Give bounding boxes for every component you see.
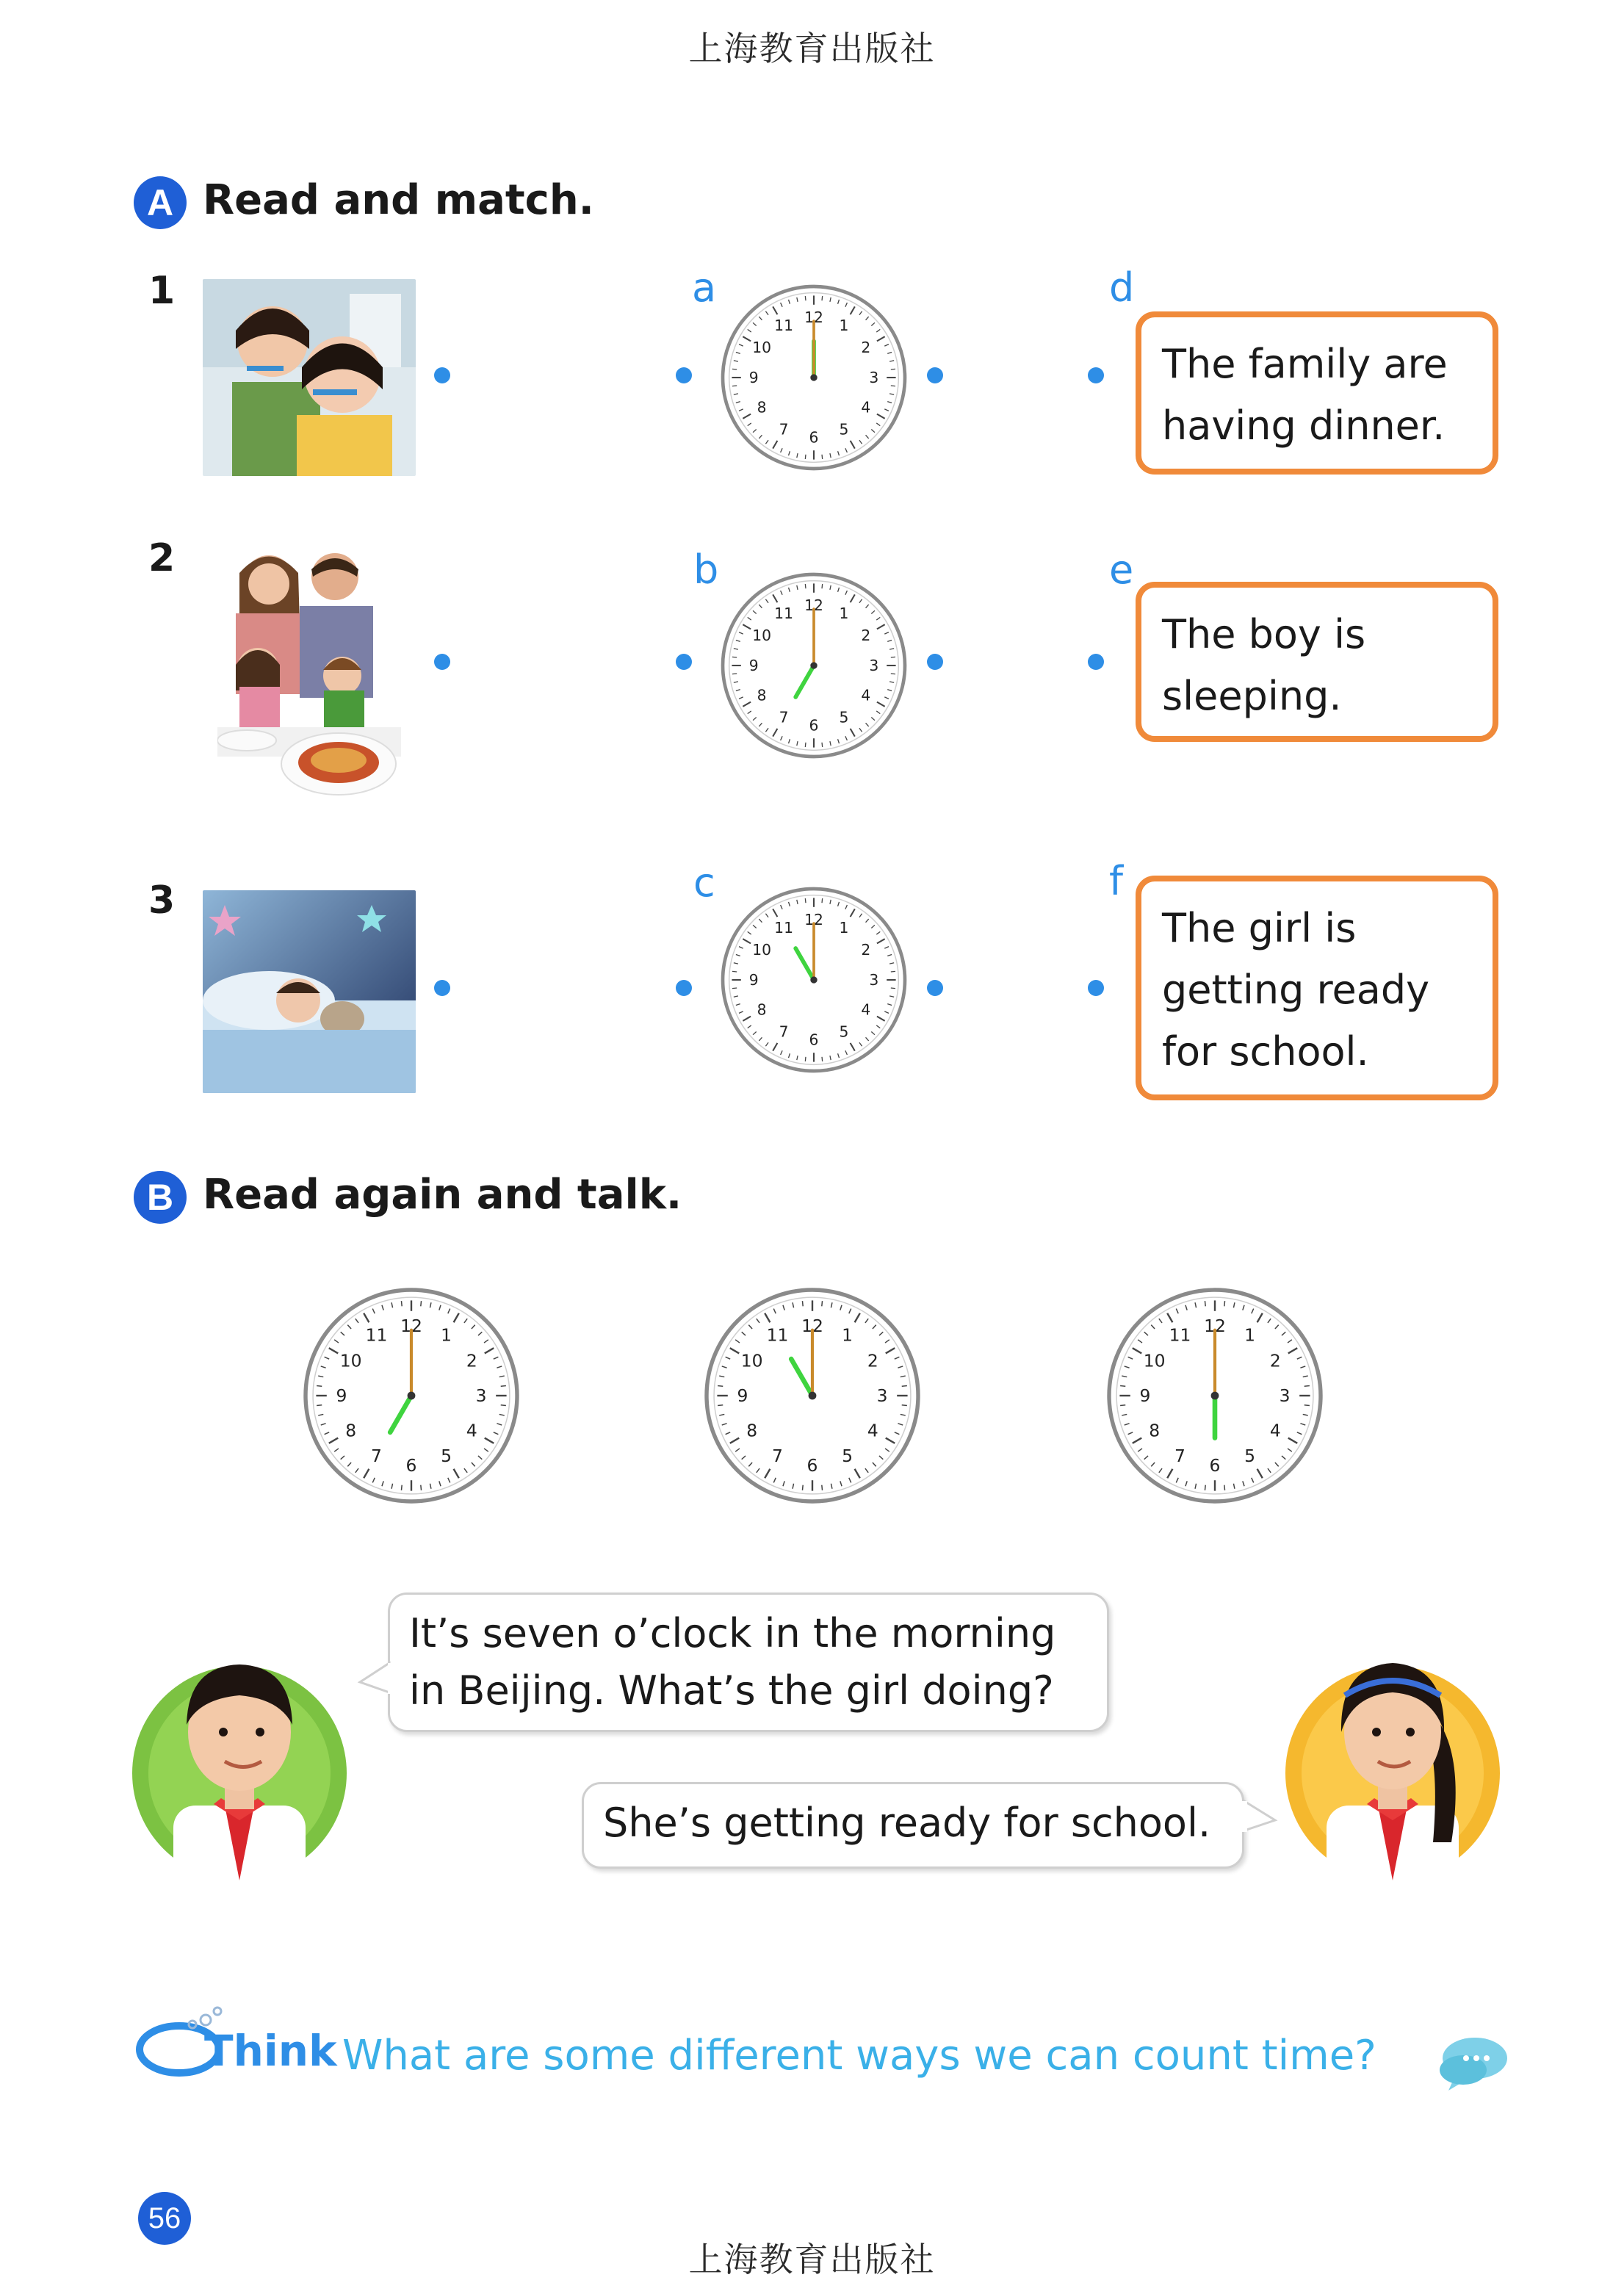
sentence-box-d [1136,311,1498,475]
section-a-title: Read and match. [203,176,594,224]
match-dot-clock-b-left[interactable] [676,654,692,670]
match-dot-clock-c-left[interactable] [676,980,692,996]
clock-number: 1 [441,1324,452,1346]
clock-number: 6 [809,716,819,735]
clock-face-c [718,884,909,1075]
clock-tick [1304,1385,1310,1386]
clock-number: 1 [839,604,849,622]
clock-tick [822,296,823,300]
sentence-letter-e: e [1109,547,1134,593]
clock-tick [822,455,823,459]
clock-tick [401,1485,402,1490]
clock-number: 6 [1209,1454,1221,1476]
clock-number: 5 [1244,1446,1255,1467]
clock-tick [501,1405,506,1406]
clock-number: 12 [804,596,823,614]
boy-line-2: in Beijing. What’s the girl doing? [409,1667,1054,1714]
clock-number: 5 [839,420,849,439]
clock-number: 12 [1204,1315,1226,1336]
clock-tick [1120,1385,1125,1386]
clock-number: 3 [869,368,879,386]
clock-number: 4 [1269,1420,1281,1441]
clock-tick [822,898,823,903]
clock-number: 10 [1143,1350,1166,1371]
clock-number: 2 [466,1350,477,1371]
chat-bubbles-icon [1434,2030,1515,2096]
clock-number: 8 [757,1000,767,1019]
clock-number: 10 [752,626,772,644]
clock-number: 9 [748,368,759,386]
clock-number: 4 [867,1420,878,1441]
section-b-badge: B [134,1171,187,1224]
page-number-badge: 56 [138,2192,191,2245]
family-dinner-photo [217,544,401,801]
clock-number: 1 [842,1324,853,1346]
clock-number: 9 [748,656,759,674]
clock-center-pin [809,1392,817,1400]
clock-number: 12 [804,910,823,928]
clock-tick [902,1385,907,1386]
clock-tick [805,743,806,747]
clock-face-a [718,282,909,473]
talk-clock-3 [1105,1285,1325,1506]
sentence-box-f [1136,876,1498,1100]
clock-number: 8 [345,1420,357,1441]
clock-number: 1 [839,316,849,334]
clock-tick [732,988,737,989]
sentence-f-line-1: The girl is [1162,905,1357,951]
boy-bubble-tail [357,1660,394,1697]
row-1-number: 1 [148,269,176,313]
clock-number: 3 [869,970,879,989]
clock-number: 5 [441,1446,452,1467]
clock-tick [401,1301,402,1306]
match-dot-sentence-d[interactable] [1088,367,1104,383]
clock-number: 10 [740,1350,763,1371]
clock-tick [317,1385,322,1386]
clock-tick [718,1405,723,1406]
publisher-header: 上海教育出版社 [688,29,936,68]
clock-tick [891,971,895,972]
match-dot-row2-photo[interactable] [434,654,450,670]
row-3-number: 3 [148,879,176,923]
clock-letter-a: a [692,264,717,311]
think-question: What are some different ways we can count time? [342,2032,1376,2080]
clock-tick [1304,1405,1310,1406]
clock-tick [732,971,737,972]
clock-number: 3 [876,1385,888,1406]
talk-clock-2 [702,1285,923,1506]
clock-number: 4 [466,1420,477,1441]
clock-number: 2 [867,1350,878,1371]
clock-center-pin [810,976,817,983]
match-dot-row3-photo[interactable] [434,980,450,996]
clock-number: 11 [365,1324,388,1346]
clock-tick [822,1301,823,1306]
sentence-box-e [1136,582,1498,742]
row-2-number: 2 [148,536,176,580]
clock-number: 4 [861,1000,871,1019]
clock-number: 7 [779,1022,789,1041]
clock-number: 8 [746,1420,758,1441]
clock-tick [1224,1485,1225,1490]
clock-number: 4 [861,686,871,704]
clock-number: 9 [737,1385,748,1406]
clock-number: 2 [861,626,871,644]
clock-tick [805,1057,806,1061]
boy-speech-bubble [388,1593,1109,1732]
clock-center-pin [1211,1392,1219,1400]
sentence-d-line-1: The family are [1162,341,1448,387]
clock-tick [805,898,806,903]
girl-brushing-teeth-photo [203,279,416,476]
clock-number: 7 [779,420,789,439]
clock-center-pin [810,374,817,380]
sentence-letter-d: d [1109,264,1135,311]
clock-number: 10 [752,940,772,959]
clock-tick [805,296,806,300]
clock-tick [501,1385,506,1386]
match-dot-row1-photo[interactable] [434,367,450,383]
clock-tick [317,1405,322,1406]
clock-center-pin [408,1392,416,1400]
match-dot-clock-a-left[interactable] [676,367,692,383]
talk-clock-1 [301,1285,522,1506]
clock-number: 11 [774,604,793,622]
clock-number: 7 [772,1446,783,1467]
clock-number: 11 [1169,1324,1191,1346]
boy-line-1: It’s seven o’clock in the morning [409,1610,1056,1656]
sentence-letter-f: f [1109,858,1124,904]
clock-number: 9 [1139,1385,1151,1406]
clock-number: 11 [774,316,793,334]
clock-tick [805,455,806,459]
sentence-e-line-2: sleeping. [1162,673,1342,719]
clock-number: 9 [336,1385,347,1406]
clock-number: 11 [766,1324,789,1346]
clock-number: 6 [809,428,819,447]
clock-number: 6 [809,1031,819,1049]
clock-tick [421,1485,422,1490]
clock-number: 8 [757,398,767,416]
match-dot-sentence-e[interactable] [1088,654,1104,670]
think-label: Think [204,2026,337,2076]
clock-tick [902,1405,907,1406]
clock-tick [1224,1301,1225,1306]
clock-number: 7 [779,708,789,726]
girl-line: She’s getting ready for school. [603,1800,1211,1846]
match-dot-sentence-f[interactable] [1088,980,1104,996]
clock-tick [421,1301,422,1306]
clock-number: 11 [774,918,793,937]
clock-tick [891,988,895,989]
girl-speech-bubble [582,1782,1244,1869]
clock-number: 1 [839,918,849,937]
clock-tick [805,584,806,588]
girl-bubble-tail [1241,1798,1278,1835]
clock-number: 9 [748,970,759,989]
clock-number: 2 [861,338,871,356]
clock-number: 2 [861,940,871,959]
clock-number: 7 [1174,1446,1185,1467]
clock-tick [1120,1405,1125,1406]
clock-tick [822,1485,823,1490]
clock-number: 6 [405,1454,417,1476]
section-b-title: Read again and talk. [203,1171,682,1219]
boy-avatar [129,1622,350,1880]
clock-number: 10 [752,338,772,356]
clock-tick [822,1057,823,1061]
match-dot-clock-c-right[interactable] [927,980,943,996]
clock-letter-b: b [693,547,719,593]
clock-number: 3 [475,1385,487,1406]
clock-number: 8 [1149,1420,1161,1441]
clock-number: 12 [400,1315,422,1336]
clock-number: 3 [869,656,879,674]
clock-center-pin [810,662,817,668]
clock-number: 7 [371,1446,382,1467]
clock-number: 3 [1279,1385,1291,1406]
clock-tick [802,1485,803,1490]
clock-letter-c: c [693,859,715,906]
clock-number: 1 [1244,1324,1255,1346]
clock-tick [822,584,823,588]
match-dot-clock-a-right[interactable] [927,367,943,383]
clock-number: 12 [804,308,823,326]
clock-tick [718,1385,723,1386]
sentence-f-line-3: for school. [1162,1028,1369,1075]
clock-number: 5 [839,708,849,726]
clock-number: 6 [806,1454,818,1476]
clock-tick [802,1301,803,1306]
clock-number: 5 [839,1022,849,1041]
clock-number: 8 [757,686,767,704]
match-dot-clock-b-right[interactable] [927,654,943,670]
girl-avatar [1275,1622,1503,1880]
sentence-e-line-1: The boy is [1162,611,1366,657]
sentence-f-line-2: getting ready [1162,967,1430,1013]
clock-face-b [718,570,909,761]
clock-tick [822,743,823,747]
boy-sleeping-photo [203,890,416,1093]
clock-number: 4 [861,398,871,416]
clock-number: 5 [842,1446,853,1467]
clock-number: 12 [801,1315,823,1336]
publisher-footer: 上海教育出版社 [688,2240,936,2279]
clock-number: 10 [339,1350,362,1371]
sentence-d-line-2: having dinner. [1162,403,1446,449]
clock-number: 2 [1269,1350,1281,1371]
section-a-badge: A [134,176,187,229]
